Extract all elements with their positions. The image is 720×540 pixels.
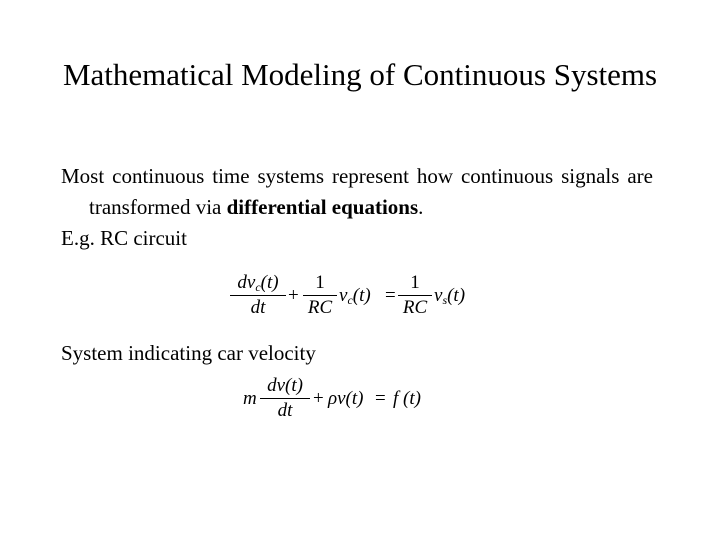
fraction-denominator: RC (307, 297, 333, 318)
fraction-dv-dt (260, 375, 310, 422)
paragraph-car-velocity: System indicating car velocity (61, 341, 316, 365)
rhs-variable: v (434, 285, 443, 306)
rho-term: ρv(t) (328, 388, 364, 409)
fraction-bar (303, 295, 337, 296)
fraction-bar (398, 295, 432, 296)
numerator-subscript: c (255, 280, 261, 294)
equals-sign: = (385, 285, 396, 306)
fraction-dvc-dt (230, 272, 286, 319)
para1-text: Most continuous time systems represent how continuous signals are transformed via (61, 164, 653, 219)
rhs-subscript: s (442, 293, 448, 307)
term-argument: (t) (352, 285, 371, 306)
fraction-one-over-rc (303, 272, 337, 319)
fraction-numerator: dv(t) (267, 375, 303, 396)
equation-rc-circuit (230, 272, 480, 324)
paragraph-rc-circuit: E.g. RC circuit (61, 226, 187, 250)
fraction-one-over-rc-rhs (398, 272, 432, 319)
equals-sign: = (375, 388, 386, 409)
paragraph-differential-equations (61, 161, 653, 223)
term-variable: v (339, 285, 348, 306)
vs-term (434, 285, 465, 311)
fraction-bar (230, 295, 286, 296)
plus-sign: + (288, 285, 299, 306)
fraction-denominator: dt (250, 297, 266, 318)
fraction-numerator: 1 (315, 272, 325, 293)
fraction-denominator: RC (402, 297, 428, 318)
rhs-argument: (t) (447, 285, 466, 306)
para1-bold-term: differential equations (226, 195, 419, 219)
slide-title: Mathematical Modeling of Continuous Systems (62, 57, 658, 92)
numerator-argument: (t) (260, 272, 279, 293)
vc-term (339, 285, 371, 311)
term-subscript: c (347, 293, 353, 307)
para1-period: . (418, 195, 424, 219)
plus-sign: + (313, 388, 324, 409)
fraction-denominator: dt (277, 400, 293, 421)
force-term: f (t) (393, 388, 421, 409)
fraction-numerator: 1 (410, 272, 420, 293)
numerator-variable: dv (237, 272, 256, 293)
fraction-numerator (230, 272, 286, 294)
equation-car-velocity (243, 375, 443, 427)
mass-coefficient: m (243, 388, 257, 409)
fraction-bar (260, 398, 310, 399)
